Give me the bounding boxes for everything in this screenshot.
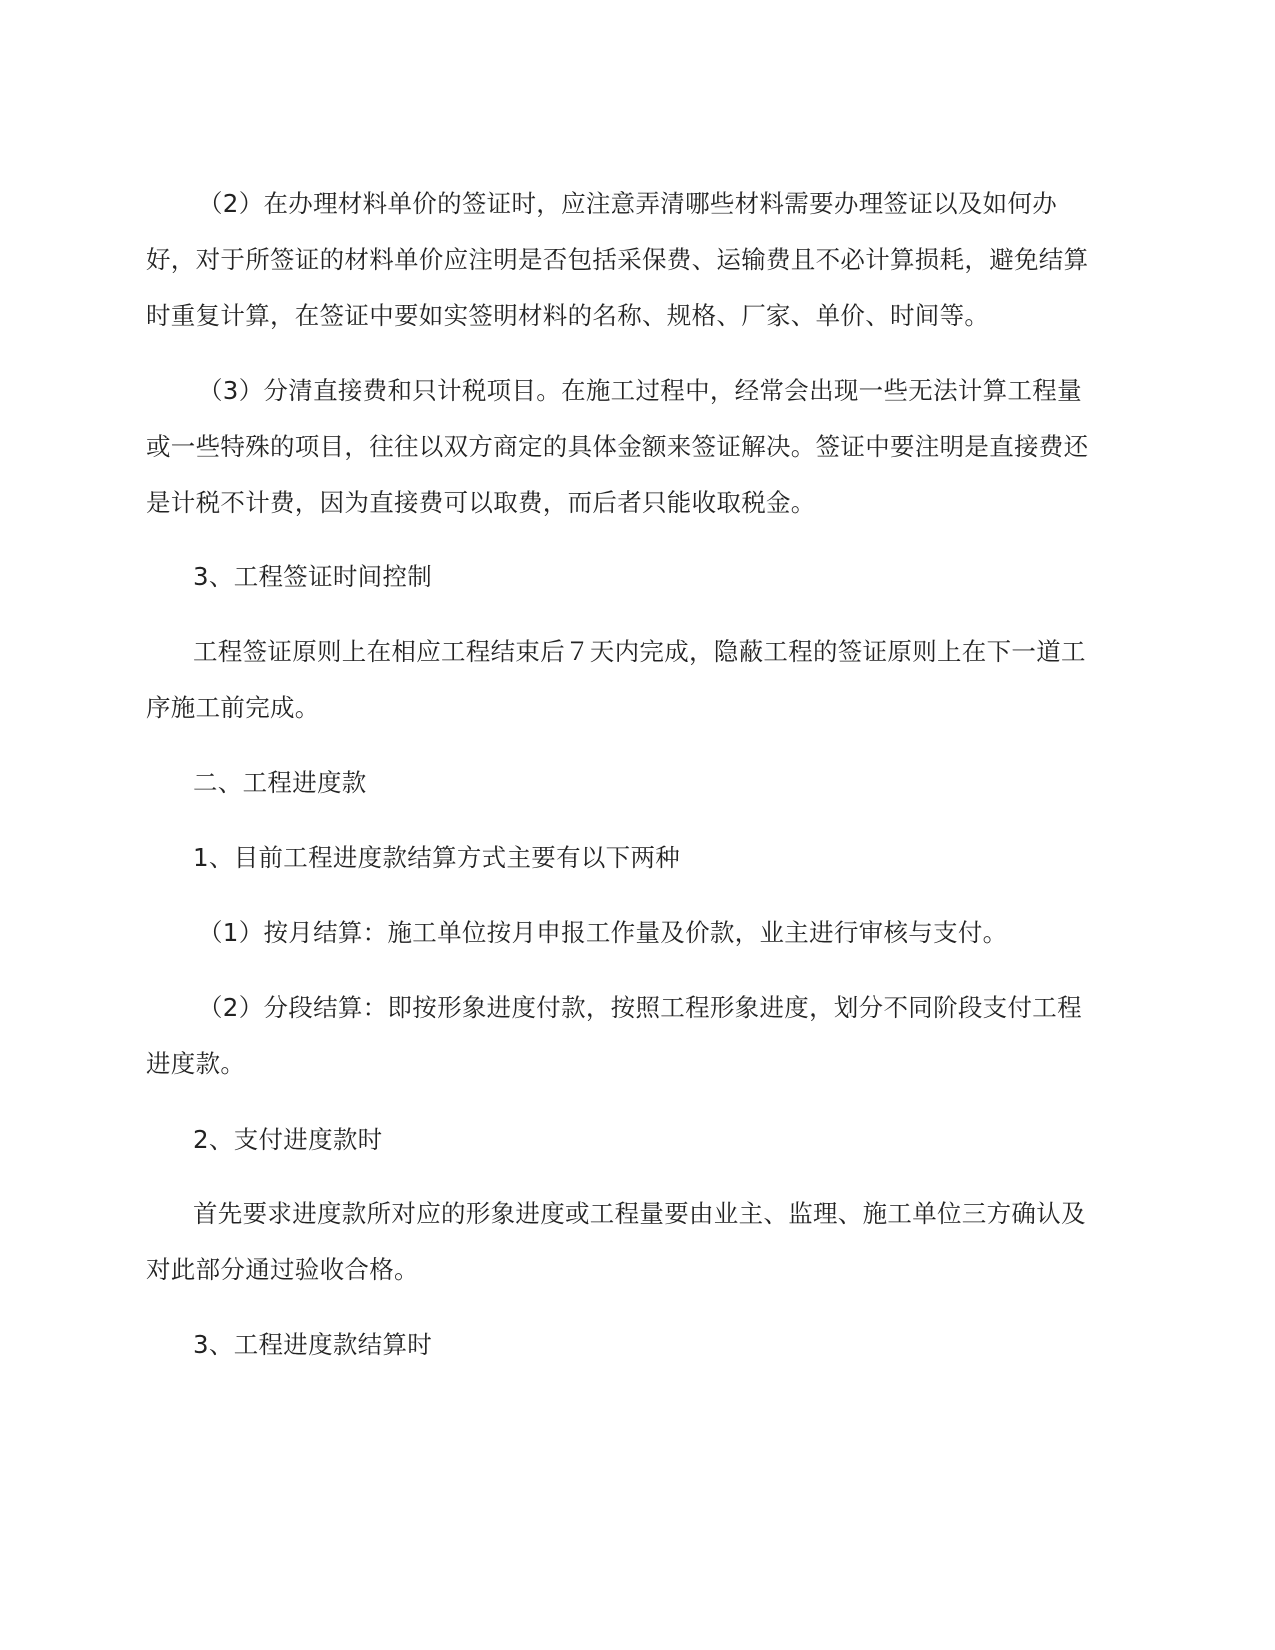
paragraph-direct-cost-tax: （3）分清直接费和只计税项目。在施工过程中，经常会出现一些无法计算工程量或一些特殊的项目，往往以双方商定的具体金额来签证解决。签证中要注明是直接费还是计税不计费，因为直接费可以取费，而后者只能收取税金。 xyxy=(146,376,1089,517)
heading-progress-payment: 二、工程进度款 xyxy=(193,768,367,797)
heading-paying-progress: 2、支付进度款时 xyxy=(193,1125,383,1154)
paragraph-stage-settlement: （2）分段结算：即按形象进度付款，按照工程形象进度，划分不同阶段支付工程进度款。 xyxy=(146,993,1082,1078)
paragraph-visa-time-rule: 工程签证原则上在相应工程结束后７天内完成，隐蔽工程的签证原则上在下一道工序施工前完成。 xyxy=(146,637,1086,722)
heading-progress-settlement: 3、工程进度款结算时 xyxy=(193,1330,433,1359)
heading-visa-time-control: 3、工程签证时间控制 xyxy=(193,562,433,591)
heading-settlement-methods: 1、目前工程进度款结算方式主要有以下两种 xyxy=(193,843,681,872)
paragraph-material-price-visa: （2）在办理材料单价的签证时，应注意弄清哪些材料需要办理签证以及如何办好，对于所签证的材料单价应注明是否包括采保费、运输费且不必计算损耗，避免结算时重复计算，在签证中要如实签明材料的名称、规格、厂家、单价、时间等。 xyxy=(146,189,1089,330)
paragraph-monthly-settlement: （1）按月结算：施工单位按月申报工作量及价款，业主进行审核与支付。 xyxy=(198,918,1008,947)
paragraph-three-party-confirmation: 首先要求进度款所对应的形象进度或工程量要由业主、监理、施工单位三方确认及对此部分通过验收合格。 xyxy=(146,1199,1086,1284)
